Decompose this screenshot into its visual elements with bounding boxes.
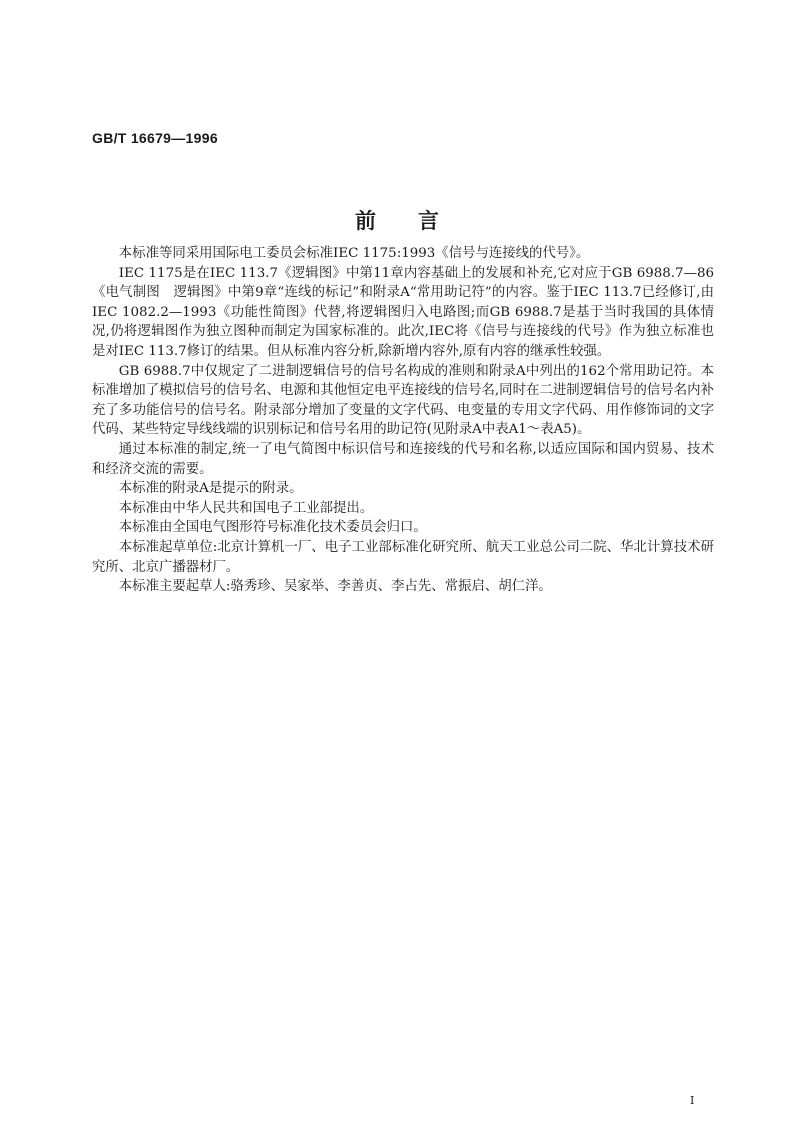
- paragraph-committee: 本标准由全国电气图形符号标准化技术委员会归口。: [118, 520, 427, 536]
- foreword-body: [92, 244, 714, 597]
- paragraph-purpose: 通过本标准的制定,统一了电气简图中标识信号和连接线的代号和名称,以适应国际和国内贸易、技术和经济交流的需要。: [92, 441, 714, 477]
- paragraph-drafting-units: 本标准起草单位:北京计算机一厂、电子工业部标准化研究所、航天工业总公司二院、华北计算技术研究所、北京广播器材厂。: [92, 539, 714, 575]
- paragraph-adoption: 本标准等同采用国际电工委员会标准IEC 1175:1993《信号与连接线的代号》。: [118, 246, 590, 261]
- paragraph-drafters: 本标准主要起草人:骆秀珍、吴家举、李善贞、李占先、常振启、胡仁洋。: [118, 579, 552, 595]
- paragraph-appendix: 本标准的附录A是提示的附录。: [118, 481, 303, 497]
- page-number: I: [690, 1094, 695, 1107]
- paragraph-proposer: 本标准由中华人民共和国电子工业部提出。: [118, 500, 374, 516]
- standard-code: GB/T 16679—1996: [92, 130, 218, 146]
- paragraph-background: IEC 1175是在IEC 113.7《逻辑图》中第11章内容基础上的发展和补充,它对应于GB 6988.7—86《电气制图 逻辑图》中第9章“连线的标记”和附录A“常用助记符”的内容。鉴于IEC 113.7已经修订,由IEC 1082.2—1993《功能性简图》代替,将逻辑图归入电路图;而GB 6988.7是基于当时我国的具体情况,仍将逻辑图作为独立图种而制定为国家标准的。此次,IEC将《信号与连接线的代号》作为独立标准也是对IEC 113.7修订的结果。但从标准内容分析,除新增内容外,原有内容的继承性较强。: [92, 265, 714, 359]
- paragraph-additions: GB 6988.7中仅规定了二进制逻辑信号的信号名构成的准则和附录A中列出的162个常用助记符。本标准增加了模拟信号的信号名、电源和其他恒定电平连接线的信号名,同时在二进制逻辑信号的信号名内补充了多功能信号的信号名。附录部分增加了变量的文字代码、电变量的专用文字代码、用作修饰词的文字代码、某些特定导线线端的识别标记和信号名用的助记符(见附录A中表A1～表A5)。: [92, 363, 714, 438]
- page-title: 前 言: [355, 209, 439, 233]
